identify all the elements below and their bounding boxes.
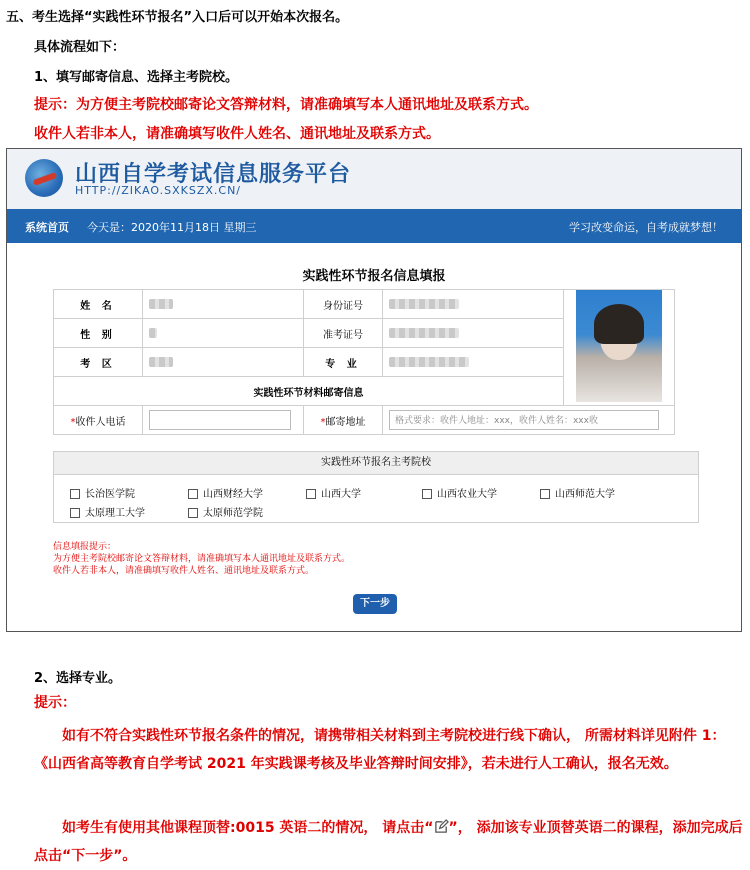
nav-date: 今天是：2020年11月18日 星期三 [87,221,257,234]
region-value [143,348,304,377]
section-heading: 五、考生选择“实践性环节报名”入口后可以开始本次报名。 [6,10,349,25]
mail-section-title: 实践性环节材料邮寄信息 [54,377,564,406]
recipient-phone-input[interactable] [149,410,291,430]
id-label: 身份证号 [304,290,383,319]
school-title: 实践性环节报名主考院校 [54,452,698,475]
id-value [383,290,564,319]
nav-home-link[interactable]: 系统首页 [25,221,69,234]
nav-motto: 学习改变命运，自考成就梦想！ [569,221,723,234]
school-options [54,475,698,521]
gender-value [143,319,304,348]
step2-paragraph-2: 如考生有使用其他课程顶替:0015 英语二的情况， 请点击“ ”， 添加该专业顶替英语二的课程，添加完成后点击“下一步”。 [34,820,743,864]
school-option[interactable]: 山西农业大学 [422,485,497,500]
photo-cell [564,290,675,406]
address-cell [383,406,675,435]
recipient-phone-label: *收件人电话 [54,406,143,435]
flow-heading: 具体流程如下： [34,40,126,55]
fill-tips-line: 收件人若非本人，请准确填写收件人姓名、通讯地址及联系方式。 [53,566,315,576]
name-label: 姓 名 [54,290,143,319]
school-selection [53,451,699,523]
region-label: 考 区 [54,348,143,377]
address-label: *邮寄地址 [304,406,383,435]
fill-tips [53,541,350,577]
checkbox[interactable] [422,489,432,499]
site-logo [25,159,63,197]
checkbox[interactable] [70,489,80,499]
name-value [143,290,304,319]
next-step-button[interactable]: 下一步 [353,594,397,614]
edit-icon [434,819,449,834]
student-photo [576,290,662,402]
info-table [53,289,675,435]
fill-tips-title: 信息填报提示： [53,542,117,552]
checkbox[interactable] [70,508,80,518]
school-option[interactable]: 太原理工大学 [70,504,145,519]
form-title: 实践性环节报名信息填报 [302,269,446,284]
tip-line-1: 提示：为方便主考院校邮寄论文答辩材料，请准确填写本人通讯地址及联系方式。 [34,97,538,113]
step1-heading: 1、填写邮寄信息、选择主考院校。 [34,70,239,85]
school-option[interactable]: 山西大学 [306,485,361,500]
nav-bar [7,209,741,243]
school-option[interactable]: 山西师范大学 [540,485,615,500]
major-value [383,348,564,377]
step2-paragraph-1: 如有不符合实践性环节报名条件的情况，请携带相关材料到主考院校进行线下确认， 所需材料详见附件 1：《山西省高等教育自学考试 2021 年实践课考核及毕业答辩时间安排》，若未进行人工确认，报名无效。 [34,728,726,772]
fill-tips-line: 为方便主考院校邮寄论文答辩材料，请准确填写本人通讯地址及联系方式。 [53,554,351,564]
step2-tip-label: 提示： [34,695,76,711]
site-header [7,149,741,209]
site-title: 山西自学考试信息服务平台 [75,162,352,187]
exam-no-value [383,319,564,348]
address-input[interactable]: 格式要求：收件人地址：xxx，收件人姓名：xxx收 [389,410,659,430]
checkbox[interactable] [540,489,550,499]
checkbox[interactable] [306,489,316,499]
site-url: HTTP://ZIKAO.SXKSZX.CN/ [75,184,242,197]
school-option[interactable]: 长治医学院 [70,485,135,500]
major-label: 专 业 [304,348,383,377]
school-option[interactable]: 山西财经大学 [188,485,263,500]
exam-no-label: 准考证号 [304,319,383,348]
recipient-phone-cell [143,406,304,435]
step2-heading: 2、选择专业。 [34,671,122,686]
checkbox[interactable] [188,489,198,499]
checkbox[interactable] [188,508,198,518]
tip-line-2: 收件人若非本人，请准确填写收件人姓名、通讯地址及联系方式。 [34,126,440,142]
school-option[interactable]: 太原师范学院 [188,504,263,519]
registration-screenshot [6,148,742,632]
gender-label: 性 别 [54,319,143,348]
